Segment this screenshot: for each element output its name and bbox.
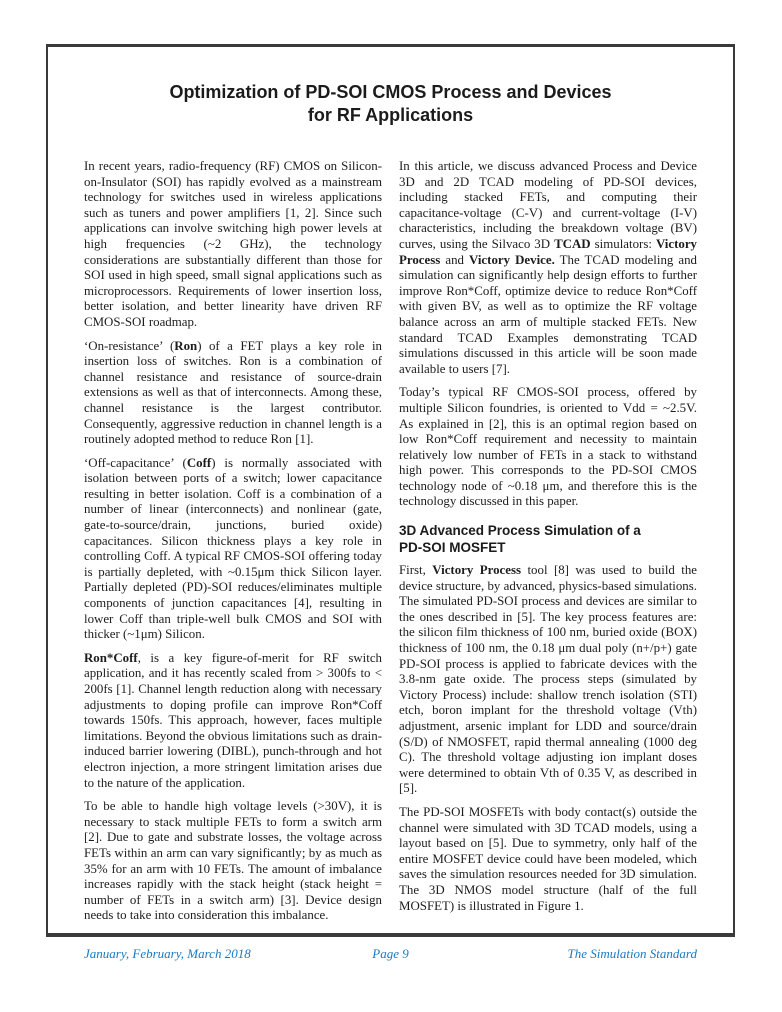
- paragraph-intro: In recent years, radio-frequency (RF) CMOS on Silicon-on-Insulator (SOI) has rapidly evolved as a mainstream technology for switches used in wireless applications such as tuners and power amplifiers [1, 2]. Since such applications can involve switching high power levels at high frequencies (~2 GHz), the technology considerations are substantially different than those for SOI used in high speed, small signal applications such as microprocessors. Requirements of lower insertion loss, better isolation, and better linearity have driven RF CMOS-SOI roadmap.: [84, 159, 382, 329]
- two-column-body: [84, 159, 697, 932]
- paragraph-process-simulation: First, Victory Process tool [8] was used to build the device structure, by advanced, physics-based simulations. The simulated PD-SOI process and devices are similar to the ones described in [5]. The key process features are: the silicon film thickness of 100 nm, buried oxide (BOX) thickness of 100 nm, the 0.18 μm dual poly (n+/p+) gate PD-SOI process is applied to fabricate devices with the 3.8-nm gate oxide. The process steps (simulated by Victory Process) include: shallow trench isolation (STI) etch, boron implant for the threshold voltage (Vth) adjustment, arsenic implant for LDD and source/drain (S/D) of NMOSFET, rapid thermal annealing (1000 deg C). The threshold voltage adjusting ion implant doses were determined to obtain Vth of 0.35 V, as described in [5].: [399, 563, 698, 796]
- paragraph-on-resistance: ‘On-resistance’ (Ron) of a FET plays a key role in insertion loss of switches. Ron is a combination of channel resistance and resistance of source-drain extensions as well as that of interconnects. Among these, channel resistance is the largest contributor. Consequently, aggressive reduction in channel length is a routinely adopted method to reduce Ron [1].: [84, 338, 382, 447]
- column-left: [84, 159, 382, 932]
- section-heading: [399, 523, 697, 556]
- page-border: [46, 44, 735, 937]
- footer-publication-name: The Simulation Standard: [567, 946, 697, 961]
- section-heading-line-1: 3D Advanced Process Simulation of a: [399, 523, 641, 539]
- footer-date: January, February, March 2018: [84, 946, 251, 961]
- paragraph-3d-model: The PD-SOI MOSFETs with body contact(s) outside the channel were simulated with 3D TCAD models, using a layout based on [5]. Due to symmetry, only half of the entire MOSFET device could have been modeled, which saves the simulation resources needed for 3D simulation. The 3D NMOS model structure (half of the full MOSFET) is illustrated in Figure 1.: [399, 804, 697, 913]
- section-heading-line-2: PD-SOI MOSFET: [399, 539, 506, 555]
- paragraph-article-overview: In this article, we discuss advanced Process and Device 3D and 2D TCAD modeling of PD-SOI devices, including stacked FETs, and computing their capacitance-voltage (C-V) and current-voltage (I-V) characteristics, including the breakdown voltage (BV) curves, using the Silvaco 3D TCAD simulators: Victory Process and Victory Device. The TCAD modeling and simulation can significantly help design efforts to further improve Ron*Coff, optimize device to reduce Ron*Coff with given BV, as well as to optimize the RF voltage balance across an arm of multiple stacked FETs. New standard TCAD Examples demonstrating TCAD simulations discussed in this article will be soon made available to users [7].: [399, 159, 697, 376]
- column-right: [399, 159, 697, 932]
- footer-page-number: Page 9: [372, 946, 409, 961]
- article-title: [84, 81, 697, 126]
- paragraph-process-node: Today’s typical RF CMOS-SOI process, offered by multiple Silicon foundries, is oriented to Vdd = ~2.5V. As explained in [2], this is an optimal region based on low Ron*Coff requirement and necessity to maintain relatively low number of FETs in a stack to withstand high power. This corresponds to the PD-SOI CMOS technology node of ~0.18 μm, and therefore this is the technology discussed in this paper.: [399, 385, 697, 509]
- paragraph-fet-stacking: To be able to handle high voltage levels (>30V), it is necessary to stack multiple FETs to form a switch arm [2]. Due to gate and substrate losses, the voltage across FETs within an arm can vary significantly; by as much as 35% for an arm with 10 FETs. The amount of imbalance increases rapidly with the stack height (stack height = number of FETs in a switch arm) [3]. Device design needs to take into consideration this imbalance.: [84, 799, 382, 923]
- paragraph-off-capacitance: ‘Off-capacitance’ (Coff) is normally associated with isolation between ports of a switch; lower capacitance resulting in better isolation. Coff is a combination of a number of linear (interconnects) and nonlinear (gate, gate-to-source/drain, junctions, buried oxide) capacitances. Silicon thickness plays a key role in controlling Coff. A typical RF CMOS-SOI offering today is partially depleted, with ~0.15μm thick Silicon layer. Partially depleted (PD)-SOI reduces/eliminates multiple components of junction capacitances [4], resulting in lower Coff than triple-well bulk CMOS and SOI with thicker (~1μm) Silicon.: [84, 455, 383, 642]
- article-title-line-2: for RF Applications: [307, 104, 474, 125]
- paragraph-ron-coff: Ron*Coff, is a key figure-of-merit for RF switch application, and it has recently scaled from > 300fs to < 200fs [1]. Channel length reduction along with necessary adjustments to doping profile can improve Ron*Coff towards 150fs. This approach, however, faces multiple limitations. Beyond the obvious limitations such as drain-induced barrier lowering (DIBL), punch-through and hot electron injection, a more stringent limitation arises due to the nature of the application.: [84, 650, 382, 790]
- article-title-line-1: Optimization of PD-SOI CMOS Process and Devices: [169, 82, 612, 102]
- page-footer: [46, 946, 735, 961]
